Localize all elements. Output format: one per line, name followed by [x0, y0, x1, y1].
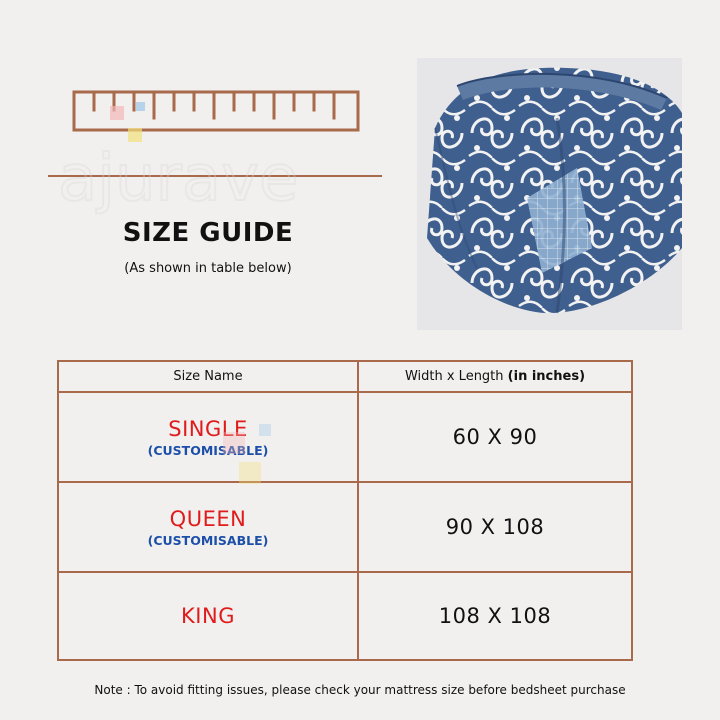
customisable-label: (CUSTOMISABLE) [147, 442, 269, 458]
size-name-header: Size Name [173, 369, 243, 384]
size-name-cell [59, 393, 359, 481]
footer-note: Note : To avoid fitting issues, please check your mattress size before bedsheet purchase [94, 683, 626, 697]
table-row [59, 393, 631, 483]
dimensions-cell [359, 393, 631, 481]
svg-text:ajurave: ajurave [58, 142, 299, 216]
dimensions-header-unit: (in inches) [507, 369, 586, 384]
header-cell-dimensions [359, 362, 631, 391]
table-header-row [59, 362, 631, 393]
customisable-label: (CUSTOMISABLE) [147, 532, 269, 548]
watermark-logo [48, 140, 378, 230]
dimensions-cell [359, 573, 631, 659]
watermark-mark [219, 422, 279, 502]
dimensions-value: 60 X 90 [452, 425, 538, 449]
dimensions-cell [359, 483, 631, 571]
size-name: KING [181, 604, 235, 628]
header-cell-size-name [59, 362, 359, 391]
dimensions-header [405, 369, 585, 384]
size-name-cell [59, 483, 359, 571]
size-name: SINGLE [168, 416, 248, 441]
dimensions-value: 108 X 108 [438, 604, 552, 628]
page-title: SIZE GUIDE [122, 218, 294, 248]
table-row [59, 573, 631, 659]
size-table [57, 360, 633, 661]
size-name-cell [59, 573, 359, 659]
dimensions-value: 90 X 108 [445, 515, 545, 539]
table-row [59, 483, 631, 573]
dimensions-header-main: Width x Length [404, 369, 504, 384]
fitted-sheet-photo [417, 58, 682, 330]
size-name: QUEEN [169, 506, 247, 531]
page-subtitle: (As shown in table below) [124, 261, 292, 276]
